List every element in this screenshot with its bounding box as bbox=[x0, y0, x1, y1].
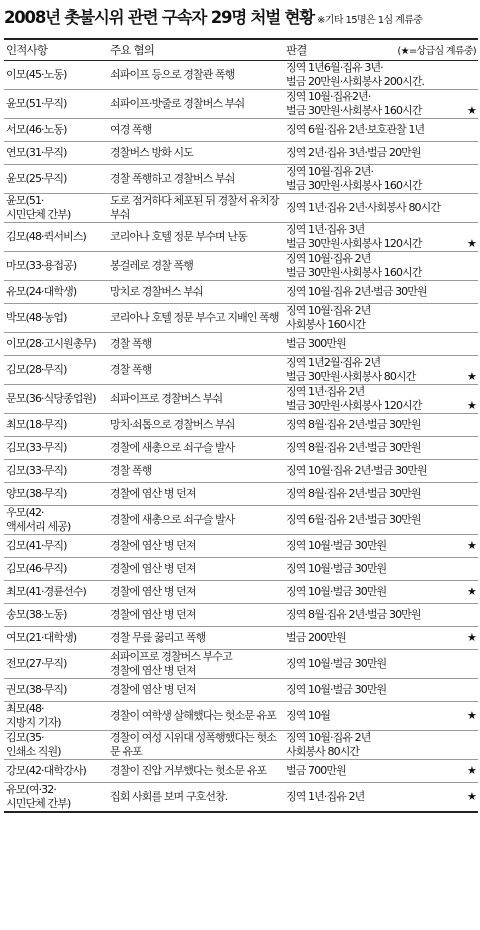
cell-crime: 경찰이 여성 시위대 성폭행했다는 헛소문 유포 bbox=[108, 731, 284, 760]
table-row bbox=[4, 437, 478, 460]
appeal-star-icon: ★ bbox=[467, 790, 476, 803]
cell-crime: 집회 사회를 보며 구호선창. bbox=[108, 783, 284, 813]
note: ※기타 15명은 1심 계류중 bbox=[317, 15, 423, 26]
penalty-value: 징역 8월·집유 2년·벌금 30만원 bbox=[286, 608, 421, 621]
penalty-text bbox=[286, 385, 476, 413]
penalty-value: 징역 6월·집유 2년·보호관찰 1년 bbox=[286, 123, 425, 136]
cell-crime: 경찰에 염산 병 던져 bbox=[108, 679, 284, 702]
penalty-text bbox=[286, 356, 476, 384]
cell-name: 이모(45·노동) bbox=[4, 61, 108, 90]
cell-name: 권모(38·무직) bbox=[4, 679, 108, 702]
penalty-text bbox=[286, 585, 476, 599]
cell-penalty bbox=[284, 604, 478, 627]
cell-name: 최모(18·무직) bbox=[4, 414, 108, 437]
cell-penalty bbox=[284, 627, 478, 650]
page-title: 2008년 촛불시위 관련 구속자 29명 처벌 현황 bbox=[4, 8, 315, 27]
appeal-star-icon: ★ bbox=[467, 104, 476, 117]
cell-crime: 경찰에 염산 병 던져 bbox=[108, 581, 284, 604]
cell-crime: 경찰에 염산 병 던져 bbox=[108, 604, 284, 627]
penalty-value: 벌금 300만원 bbox=[286, 337, 346, 350]
table-row bbox=[4, 650, 478, 679]
cell-penalty bbox=[284, 506, 478, 535]
cell-penalty bbox=[284, 702, 478, 731]
table-row bbox=[4, 142, 478, 165]
header-penalty-label: 판결 bbox=[286, 43, 307, 57]
table-row bbox=[4, 414, 478, 437]
cell-penalty bbox=[284, 356, 478, 385]
cell-crime: 도로 점거하다 체포된 뒤 경찰서 유치장 부숴 bbox=[108, 194, 284, 223]
penalty-value: 징역 1년·집유 2년 벌금 30만원·사회봉사 120시간 bbox=[286, 385, 422, 412]
cell-crime: 경찰에 새총으로 쇠구슬 발사 bbox=[108, 437, 284, 460]
cell-crime: 쇠파이프 등으로 경찰관 폭행 bbox=[108, 61, 284, 90]
penalty-value: 징역 2년·집유 3년·벌금 20만원 bbox=[286, 146, 421, 159]
cell-name: 박모(48·농업) bbox=[4, 304, 108, 333]
cell-name: 김모(48·퀵서비스) bbox=[4, 223, 108, 252]
cell-crime: 코리아나 호텔 정문 부수며 난동 bbox=[108, 223, 284, 252]
table-row bbox=[4, 679, 478, 702]
penalty-text bbox=[286, 487, 476, 501]
penalty-value: 징역 1년6월·집유 3년· 벌금 20만원·사회봉사 200시간. bbox=[286, 61, 425, 88]
cell-crime: 경찰이 진압 거부했다는 헛소문 유포 bbox=[108, 760, 284, 783]
penalty-value: 징역 8월·집유 2년·벌금 30만원 bbox=[286, 441, 421, 454]
cell-name: 연모(31·무직) bbox=[4, 142, 108, 165]
penalty-text bbox=[286, 657, 476, 671]
table-body bbox=[4, 61, 478, 813]
table-row bbox=[4, 604, 478, 627]
penalty-text bbox=[286, 683, 476, 697]
cell-penalty bbox=[284, 650, 478, 679]
penalty-value: 징역 10월·집유 2년 벌금 30만원·사회봉사 160시간 bbox=[286, 252, 422, 279]
penalty-text bbox=[286, 709, 476, 723]
table-row bbox=[4, 61, 478, 90]
cell-name: 이모(28·고시원총무) bbox=[4, 333, 108, 356]
table-row bbox=[4, 702, 478, 731]
appeal-star-icon: ★ bbox=[467, 709, 476, 722]
cell-name: 최모(41·경륜선수) bbox=[4, 581, 108, 604]
appeal-star-icon: ★ bbox=[467, 539, 476, 552]
cell-name: 우모(42· 액세서리 세공) bbox=[4, 506, 108, 535]
appeal-star-icon: ★ bbox=[467, 764, 476, 777]
penalty-value: 징역 1년·집유 2년 bbox=[286, 790, 365, 803]
penalty-value: 징역 10월·집유 2년 사회봉사 160시간 bbox=[286, 304, 371, 331]
cell-penalty bbox=[284, 460, 478, 483]
cell-crime: 경찰 폭행 bbox=[108, 333, 284, 356]
table-header bbox=[4, 39, 478, 61]
cell-penalty bbox=[284, 558, 478, 581]
penalty-value: 징역 10월·벌금 30만원 bbox=[286, 657, 387, 670]
cell-name: 문모(36·식당종업원) bbox=[4, 385, 108, 414]
penalty-value: 징역 1년2월·집유 2년 벌금 30만원·사회봉사 80시간 bbox=[286, 356, 416, 383]
cell-crime: 코리아나 호텔 정문 부수고 지배인 폭행 bbox=[108, 304, 284, 333]
penalty-text bbox=[286, 418, 476, 432]
cell-crime: 경찰에 염산 병 던져 bbox=[108, 535, 284, 558]
cell-name: 송모(38·노동) bbox=[4, 604, 108, 627]
penalty-value: 징역 8월·집유 2년·벌금 30만원 bbox=[286, 418, 421, 431]
penalty-text bbox=[286, 539, 476, 553]
cell-crime: 경찰 폭행 bbox=[108, 460, 284, 483]
cell-penalty bbox=[284, 385, 478, 414]
penalty-text bbox=[286, 146, 476, 160]
header-crime: 주요 혐의 bbox=[108, 39, 284, 61]
cell-penalty bbox=[284, 194, 478, 223]
cell-penalty bbox=[284, 119, 478, 142]
table-row bbox=[4, 119, 478, 142]
cell-penalty bbox=[284, 333, 478, 356]
header-penalty bbox=[284, 39, 478, 61]
penalty-value: 징역 10월·집유 2년·벌금 30만원 bbox=[286, 464, 427, 477]
cell-name: 김모(46·무직) bbox=[4, 558, 108, 581]
appeal-star-icon: ★ bbox=[467, 631, 476, 644]
cell-crime: 쇠파이프·밧줄로 경찰버스 부숴 bbox=[108, 90, 284, 119]
punishment-table bbox=[4, 38, 478, 813]
cell-name: 최모(48· 지방지 기자) bbox=[4, 702, 108, 731]
penalty-text bbox=[286, 562, 476, 576]
penalty-text bbox=[286, 337, 476, 351]
cell-penalty bbox=[284, 581, 478, 604]
cell-penalty bbox=[284, 731, 478, 760]
cell-penalty bbox=[284, 281, 478, 304]
table-row bbox=[4, 90, 478, 119]
table-row bbox=[4, 165, 478, 194]
cell-crime: 경찰에 염산 병 던져 bbox=[108, 558, 284, 581]
penalty-text bbox=[286, 513, 476, 527]
appeal-star-icon: ★ bbox=[467, 237, 476, 250]
table-row bbox=[4, 483, 478, 506]
penalty-value: 벌금 700만원 bbox=[286, 764, 346, 777]
table-row bbox=[4, 304, 478, 333]
cell-penalty bbox=[284, 252, 478, 281]
cell-penalty bbox=[284, 304, 478, 333]
cell-penalty bbox=[284, 679, 478, 702]
penalty-value: 징역 10월·벌금 30만원 bbox=[286, 683, 387, 696]
cell-name: 김모(28·무직) bbox=[4, 356, 108, 385]
cell-name: 전모(27·무직) bbox=[4, 650, 108, 679]
cell-crime: 봉걸레로 경찰 폭행 bbox=[108, 252, 284, 281]
cell-name: 김모(33·무직) bbox=[4, 460, 108, 483]
cell-crime: 경찰버스 방화 시도 bbox=[108, 142, 284, 165]
table-row bbox=[4, 581, 478, 604]
penalty-text bbox=[286, 252, 476, 280]
penalty-text bbox=[286, 731, 476, 759]
penalty-text bbox=[286, 304, 476, 332]
cell-crime: 쇠파이프로 경찰버스 부숴 bbox=[108, 385, 284, 414]
cell-penalty bbox=[284, 783, 478, 813]
penalty-value: 징역 10월·벌금 30만원 bbox=[286, 585, 387, 598]
cell-penalty bbox=[284, 61, 478, 90]
cell-crime: 망치·쇠톱으로 경찰버스 부숴 bbox=[108, 414, 284, 437]
penalty-value: 징역 10월·집유 2년·벌금 30만원 bbox=[286, 285, 427, 298]
penalty-text bbox=[286, 201, 476, 215]
table-row bbox=[4, 506, 478, 535]
penalty-value: 징역 10월·집유 2년· 벌금 30만원·사회봉사 160시간 bbox=[286, 165, 422, 192]
penalty-text bbox=[286, 165, 476, 193]
cell-name: 서모(46·노동) bbox=[4, 119, 108, 142]
penalty-value: 벌금 200만원 bbox=[286, 631, 346, 644]
cell-crime: 경찰 폭행 bbox=[108, 356, 284, 385]
cell-name: 마모(33·용접공) bbox=[4, 252, 108, 281]
cell-name: 윤모(25·무직) bbox=[4, 165, 108, 194]
cell-penalty bbox=[284, 483, 478, 506]
cell-crime: 쇠파이프로 경찰버스 부수고 경찰에 염산 병 던져 bbox=[108, 650, 284, 679]
appeal-star-icon: ★ bbox=[467, 585, 476, 598]
cell-name: 김모(33·무직) bbox=[4, 437, 108, 460]
penalty-value: 징역 8월·집유 2년·벌금 30만원 bbox=[286, 487, 421, 500]
table-row bbox=[4, 281, 478, 304]
penalty-value: 징역 10월·집유2년· 벌금 30만원·사회봉사 160시간 bbox=[286, 90, 422, 117]
cell-penalty bbox=[284, 165, 478, 194]
penalty-text bbox=[286, 61, 476, 89]
cell-crime: 경찰이 여학생 살해했다는 헛소문 유포 bbox=[108, 702, 284, 731]
header-name: 인적사항 bbox=[4, 39, 108, 61]
table-row bbox=[4, 783, 478, 813]
penalty-value: 징역 1년·집유 3년 벌금 30만원·사회봉사 120시간 bbox=[286, 223, 422, 250]
cell-crime: 경찰에 새총으로 쇠구슬 발사 bbox=[108, 506, 284, 535]
penalty-text bbox=[286, 441, 476, 455]
table-row bbox=[4, 731, 478, 760]
penalty-text bbox=[286, 631, 476, 645]
penalty-text bbox=[286, 608, 476, 622]
table-row bbox=[4, 558, 478, 581]
penalty-text bbox=[286, 90, 476, 118]
cell-penalty bbox=[284, 760, 478, 783]
appeal-star-icon: ★ bbox=[467, 399, 476, 412]
table-row bbox=[4, 627, 478, 650]
table-row bbox=[4, 460, 478, 483]
table-row bbox=[4, 535, 478, 558]
cell-crime: 경찰에 염산 병 던져 bbox=[108, 483, 284, 506]
penalty-text bbox=[286, 223, 476, 251]
penalty-value: 징역 6월·집유 2년·벌금 30만원 bbox=[286, 513, 421, 526]
table-row bbox=[4, 385, 478, 414]
table-row bbox=[4, 194, 478, 223]
penalty-value: 징역 10월 bbox=[286, 709, 330, 722]
cell-crime: 여경 폭행 bbox=[108, 119, 284, 142]
penalty-value: 징역 1년·집유 2년·사회봉사 80시간 bbox=[286, 201, 441, 214]
cell-name: 유모(24·대학생) bbox=[4, 281, 108, 304]
cell-penalty bbox=[284, 90, 478, 119]
cell-crime: 망치로 경찰버스 부숴 bbox=[108, 281, 284, 304]
cell-name: 윤모(51·무직) bbox=[4, 90, 108, 119]
cell-name: 김모(35· 인쇄소 직원) bbox=[4, 731, 108, 760]
cell-penalty bbox=[284, 535, 478, 558]
cell-name: 김모(41·무직) bbox=[4, 535, 108, 558]
penalty-text bbox=[286, 464, 476, 478]
legend-note: (★=상급심 계류중) bbox=[397, 46, 476, 57]
penalty-value: 징역 10월·집유 2년 사회봉사 80시간 bbox=[286, 731, 371, 758]
penalty-text bbox=[286, 123, 476, 137]
title-row bbox=[4, 4, 478, 30]
cell-name: 유모(여·32· 시민단체 간부) bbox=[4, 783, 108, 813]
penalty-value: 징역 10월·벌금 30만원 bbox=[286, 539, 387, 552]
cell-penalty bbox=[284, 223, 478, 252]
penalty-value: 징역 10월·벌금 30만원 bbox=[286, 562, 387, 575]
table-row bbox=[4, 252, 478, 281]
table-row bbox=[4, 760, 478, 783]
appeal-star-icon: ★ bbox=[467, 370, 476, 383]
cell-name: 윤모(51· 시민단체 간부) bbox=[4, 194, 108, 223]
penalty-text bbox=[286, 285, 476, 299]
cell-crime: 경찰 폭행하고 경찰버스 부숴 bbox=[108, 165, 284, 194]
table-row bbox=[4, 356, 478, 385]
cell-crime: 경찰 무릎 꿇리고 폭행 bbox=[108, 627, 284, 650]
cell-name: 양모(38·무직) bbox=[4, 483, 108, 506]
penalty-text bbox=[286, 764, 476, 778]
cell-name: 여모(21·대학생) bbox=[4, 627, 108, 650]
cell-name: 강모(42·대학강사) bbox=[4, 760, 108, 783]
table-row bbox=[4, 223, 478, 252]
table-row bbox=[4, 333, 478, 356]
cell-penalty bbox=[284, 142, 478, 165]
cell-penalty bbox=[284, 437, 478, 460]
penalty-text bbox=[286, 790, 476, 804]
cell-penalty bbox=[284, 414, 478, 437]
